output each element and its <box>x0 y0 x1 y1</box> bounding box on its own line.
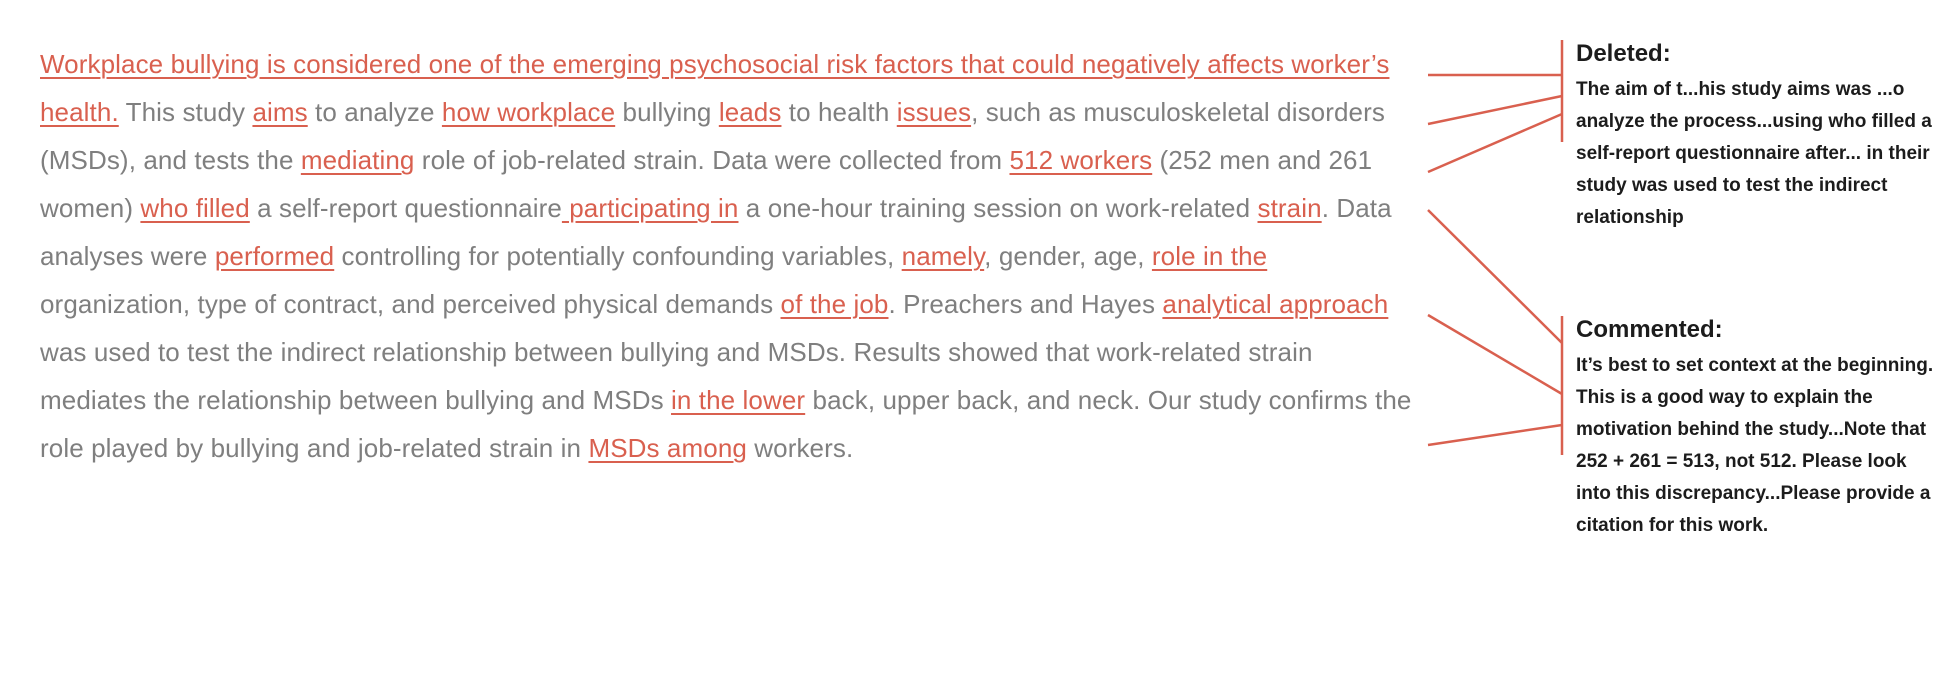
inserted-text: in the lower <box>671 385 806 415</box>
inserted-text: analytical approach <box>1162 289 1389 319</box>
connector-line <box>1428 315 1562 394</box>
deleted-title: Deleted: <box>1576 40 1671 67</box>
body-text: (252 men and 261 women) <box>40 145 1373 223</box>
inserted-text: issues <box>896 97 972 127</box>
inserted-text: participating in <box>561 193 739 223</box>
body-text: organization, type of contract, and perceived physical demands <box>40 289 781 319</box>
body-text: controlling for potentially confounding variables, <box>334 241 902 271</box>
commented-title: Commented: <box>1576 316 1723 343</box>
commented-panel <box>1576 316 1936 542</box>
body-text: a self-report questionnaire <box>249 193 562 223</box>
inserted-text: how workplace <box>441 97 616 127</box>
body-text: This study <box>118 97 253 127</box>
inserted-text: namely <box>901 241 985 271</box>
body-text: , gender, age, <box>984 241 1152 271</box>
body-text: a one-hour training session on work-related <box>738 193 1258 223</box>
body-text: was used to test the indirect relationship between bullying and MSDs. Results showed that work-related strain mediates the relationship between bullying and MSDs <box>40 337 1313 415</box>
inserted-text: performed <box>214 241 335 271</box>
connector-line <box>1428 96 1562 124</box>
connector-line <box>1428 425 1562 445</box>
inserted-text: who filled <box>140 193 250 223</box>
body-text: to analyze <box>307 97 442 127</box>
commented-text: It’s best to set context at the beginning. This is a good way to explain the motivation behind the study...Note that 252 + 261 = 513, not 512. Please look into this discrepancy...Please provide a citation for this work. <box>1576 355 1934 536</box>
inserted-text: strain <box>1257 193 1322 223</box>
body-text: workers. <box>746 433 854 463</box>
body-text: bullying <box>615 97 719 127</box>
body-text: . Data analyses were <box>40 193 1392 271</box>
deleted-panel <box>1576 40 1936 234</box>
inserted-text: of the job <box>780 289 889 319</box>
body-text: back, upper back, and neck. Our study confirms the role played by bullying and job-related strain in <box>40 385 1412 463</box>
inserted-text: leads <box>718 97 782 127</box>
inserted-text: role in the <box>1151 241 1268 271</box>
inserted-text: 512 workers <box>1009 145 1153 175</box>
deleted-text: The aim of t...his study aims was ...o analyze the process...using who filled a self-report questionnaire after... in their study was used to test the indirect relationship <box>1576 79 1932 228</box>
connector-line <box>1428 210 1562 343</box>
inserted-text: mediating <box>300 145 415 175</box>
body-text: role of job-related strain. Data were collected from <box>414 145 1010 175</box>
body-text: . Preachers and Hayes <box>888 289 1163 319</box>
inserted-text: aims <box>252 97 308 127</box>
inserted-text: MSDs among <box>588 433 747 463</box>
body-text: , such as musculoskeletal disorders (MSDs), and tests the <box>40 97 1385 175</box>
inserted-text: Workplace bullying is considered one of the emerging psychosocial risk factors that could negatively affects worker’s health. <box>40 49 1390 127</box>
body-text: to health <box>781 97 897 127</box>
connector-line <box>1428 114 1562 172</box>
